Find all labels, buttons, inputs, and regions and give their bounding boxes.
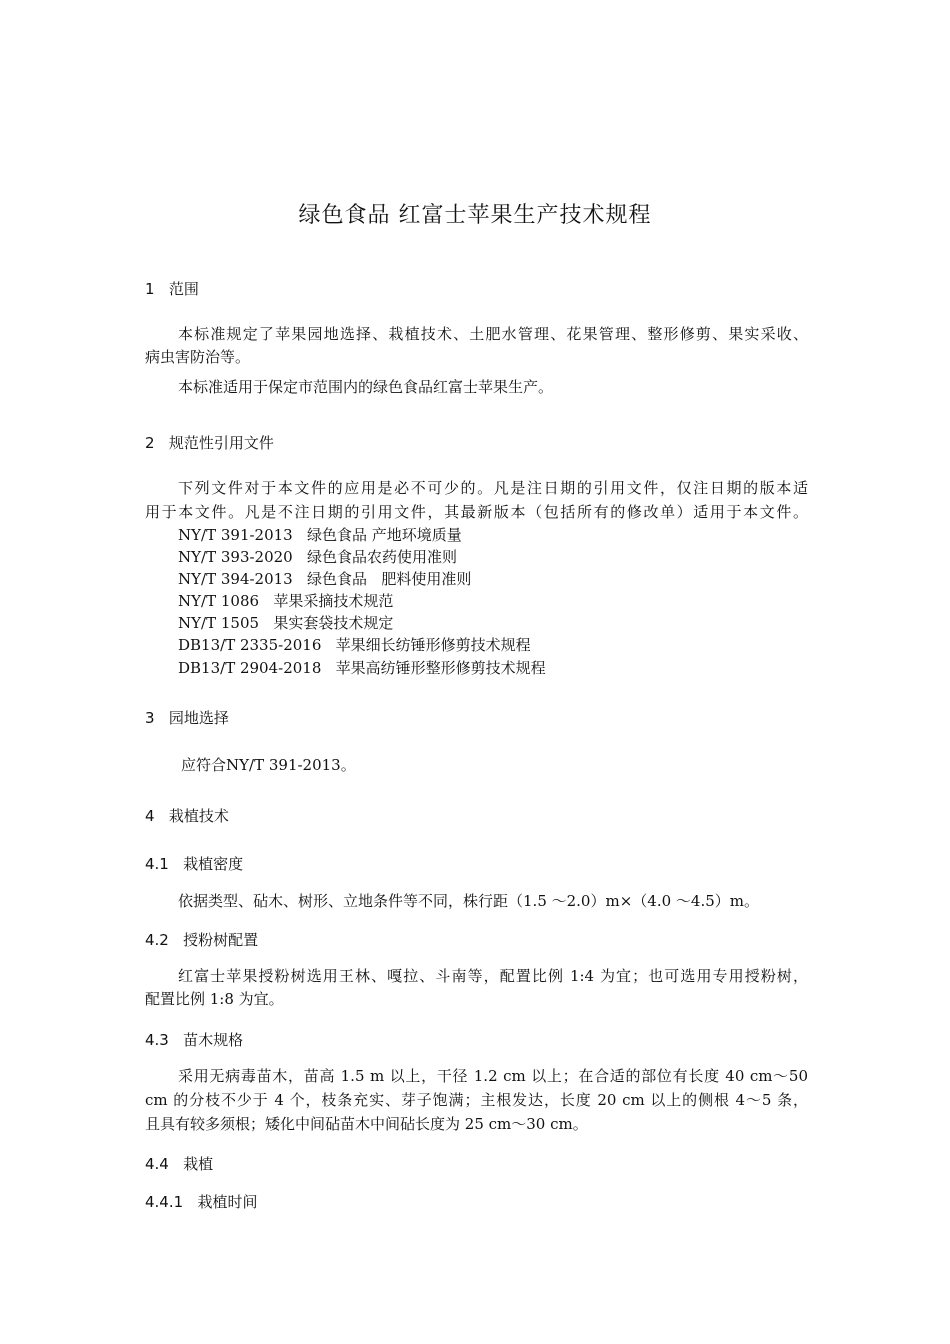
section-4-2-heading: 4.2 授粉树配置 [145,931,259,949]
document-title: 绿色食品 红富士苹果生产技术规程 [298,203,652,228]
reference-item: NY/T 391-2013 绿色食品 产地环境质量 [178,526,462,544]
section-2-heading: 2 规范性引用文件 [145,434,274,452]
section-4-2-paragraph-line: 配置比例 1:8 为宜。 [145,990,284,1008]
section-4-4-1-heading: 4.4.1 栽植时间 [145,1193,258,1211]
section-4-3-paragraph-line: 且具有较多须根；矮化中间砧苗木中间砧长度为 25 cm～30 cm。 [145,1115,588,1133]
reference-item: DB13/T 2904-2018 苹果高纺锤形整形修剪技术规程 [178,659,546,677]
reference-item: DB13/T 2335-2016 苹果细长纺锤形修剪技术规程 [178,636,531,654]
section-4-3-heading: 4.3 苗木规格 [145,1031,244,1049]
section-4-heading: 4 栽植技术 [145,807,229,825]
section-4-1-heading: 4.1 栽植密度 [145,855,244,873]
section-4-1-paragraph: 依据类型、砧木、树形、立地条件等不同，株行距（1.5 ～2.0）m×（4.0 ～4.5）m。 [178,892,759,910]
section-2-paragraph-line: 下列文件对于本文件的应用是必不可少的。凡是注日期的引用文件，仅注日期的版本适 [178,479,808,497]
section-4-3-paragraph-line: 采用无病毒苗木，苗高 1.5 m 以上，干径 1.2 cm 以上；在合适的部位有长度 40 cm～50 [178,1067,808,1085]
reference-item: NY/T 394-2013 绿色食品 肥料使用准则 [178,570,472,588]
section-3-paragraph: 应符合NY/T 391-2013。 [181,756,356,774]
section-4-3-paragraph-line: cm 的分枝不少于 4 个，枝条充实、芽子饱满；主根发达，长度 20 cm 以上的侧根 4～5 条， [145,1091,808,1109]
section-4-2-paragraph-line: 红富士苹果授粉树选用王林、嘎拉、斗南等，配置比例 1:4 为宜；也可选用专用授粉树， [178,967,808,985]
reference-item: NY/T 1505 果实套袋技术规定 [178,614,394,632]
section-1-paragraph: 本标准适用于保定市范围内的绿色食品红富士苹果生产。 [178,378,554,396]
section-1-paragraph-line: 本标准规定了苹果园地选择、栽植技术、土肥水管理、花果管理、整形修剪、果实采收、 [178,325,808,343]
reference-item: NY/T 393-2020 绿色食品农药使用准则 [178,548,458,566]
reference-item: NY/T 1086 苹果采摘技术规范 [178,592,394,610]
section-1-heading: 1 范围 [145,280,199,298]
section-2-paragraph-line: 用于本文件。凡是不注日期的引用文件，其最新版本（包括所有的修改单）适用于本文件。 [145,503,808,521]
section-1-paragraph-line: 病虫害防治等。 [145,348,251,366]
section-3-heading: 3 园地选择 [145,709,229,727]
section-4-4-heading: 4.4 栽植 [145,1155,214,1173]
